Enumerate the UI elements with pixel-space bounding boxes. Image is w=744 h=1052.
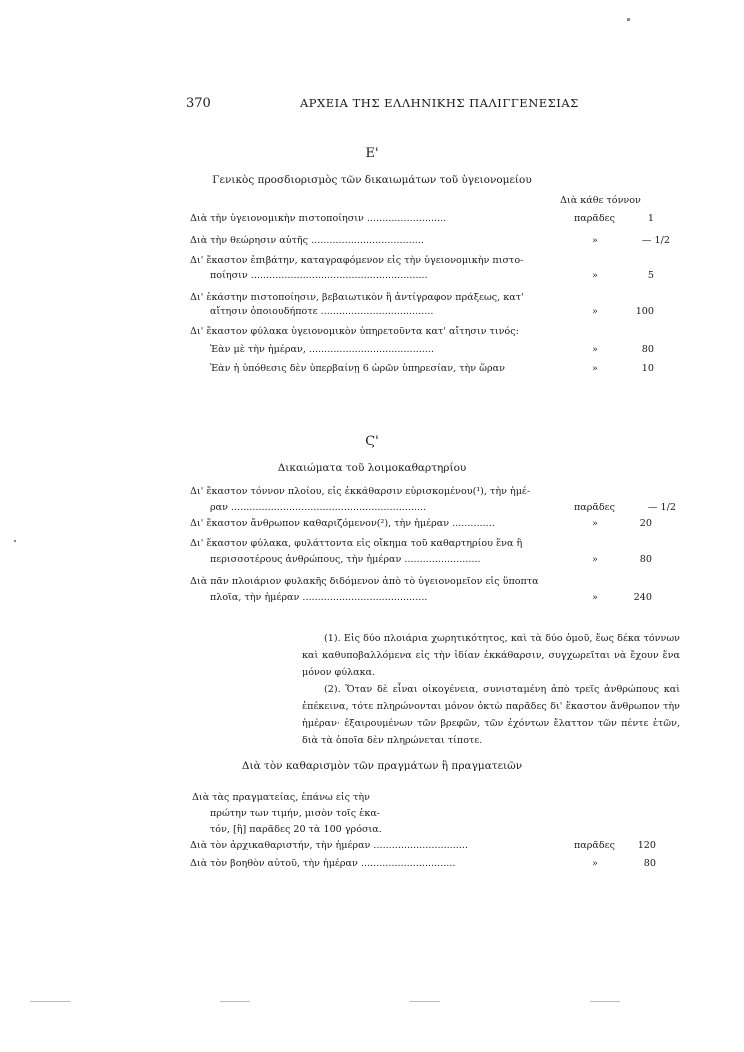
fee-unit: »: [592, 270, 598, 281]
fee-amount: 5: [647, 270, 654, 281]
scan-mark: [14, 540, 16, 542]
section-e-column-header: Διὰ κάθε τόννον: [560, 195, 641, 206]
fee-amount: 20: [639, 518, 652, 529]
fee-row: [190, 590, 670, 606]
fee-unit: »: [592, 235, 598, 246]
scan-edge: [590, 1001, 620, 1002]
fee-unit: παρᾶδες: [574, 502, 616, 513]
fee-text: περισσοτέρους ἀνθρώπους, τὴν ἡμέραν .........................: [210, 554, 481, 565]
running-head: ΑΡΧΕΙΑ ΤΗΣ ΕΛΛΗΝΙΚΗΣ ΠΑΛΙΓΓΕΝΕΣΙΑΣ: [300, 96, 579, 110]
fee-unit: »: [592, 592, 598, 603]
fee-unit: »: [592, 344, 598, 355]
fee-unit: »: [592, 306, 598, 317]
fee-row: [190, 838, 670, 854]
section-e-title: Γενικὸς προσδιορισμὸς τῶν δικαιωμάτων τοῦ ὑγειονομείου: [212, 174, 532, 186]
fee-text: Δι' ἕκαστον ἐπιβάτην, καταγραφόμενον εἰς τὴν ὑγειονομικὴν πιστο-: [190, 255, 524, 266]
fee-row: [190, 233, 670, 249]
fee-text: Ἐὰν ἡ ὑπόθεσις δὲν ὑπερβαίνῃ 6 ὡρῶν ὑπηρεσίαν, τὴν ὥραν: [210, 363, 505, 374]
fee-unit: »: [592, 554, 598, 565]
fee-row: [190, 268, 670, 284]
fee-text: Διὰ πᾶν πλοιάριον φυλακῆς διδόμενον ἀπὸ τὸ ὑγειονομεῖον εἰς ὕποπτα: [190, 576, 539, 587]
fee-text: Διὰ τὴν θεώρησιν αὐτῆς .....................................: [190, 235, 424, 246]
footnote-2: (2). Ὅταν δὲ εἶναι οἰκογένεια, συνισταμένη ἀπὸ τρεῖς ἀνθρώπους καὶ ἐπέκεινα, τότε πληρώνονται μόνον ὀκτὼ παρᾶδες δι' ἕκαστον ἄνθρωπον τὴν ἡμέραν· ἐξαιρουμένων τῶν βρεφῶν, τῶν ἐχόντων ἔλαττον τῶν πέντε ἐτῶν, διὰ τὰ ὁποῖα δὲν πληρώνεται τίποτε.: [302, 684, 680, 746]
fee-text: Δι' ἕκαστον ἄνθρωπον καθαριζόμενον(²), τὴν ἡμέραν ..............: [190, 518, 495, 529]
fee-text: ραν ................................................................: [210, 502, 427, 513]
section-e-heading: Ε': [365, 146, 379, 161]
fee-amount: 120: [637, 840, 656, 851]
fee-text: ποίησιν ..........................................................: [210, 270, 428, 281]
fee-amount: — 1/2: [641, 235, 670, 246]
fee-unit: »: [592, 858, 598, 869]
fee-unit: »: [592, 363, 598, 374]
scan-edge: [410, 1001, 440, 1002]
fee-row: [190, 324, 670, 340]
fee-text: Διὰ τὸν ἀρχικαθαριστήν, τὴν ἡμέραν ...............................: [190, 840, 468, 851]
footnotes: [302, 630, 680, 749]
fee-row: [190, 342, 670, 358]
fee-text: Δι' ἕκαστον φύλακα, φυλάττοντα εἰς οἴκημα τοῦ καθαρτηρίου ἕνα ἢ: [190, 538, 523, 549]
fee-row: [190, 253, 670, 269]
scan-edge: [30, 1001, 70, 1002]
fee-row: [190, 211, 670, 227]
fee-unit: »: [592, 518, 598, 529]
fee-row: [190, 856, 670, 872]
fee-row: [190, 574, 670, 590]
fee-amount: 10: [641, 363, 654, 374]
scan-edge: [220, 1001, 250, 1002]
page-number: 370: [186, 96, 211, 111]
fee-amount: 80: [641, 344, 654, 355]
fee-text: πλοῖα, τὴν ἡμέραν .........................................: [210, 592, 428, 603]
fee-text: Δι' ἑκάστην πιστοποίησιν, βεβαιωτικὸν ἢ ἀντίγραφον πράξεως, κατ': [190, 292, 524, 303]
fee-text: Δι' ἕκαστον τόννον πλοίου, εἰς ἐκκάθαρσιν εὑρισκομένου(¹), τὴν ἡμέ-: [190, 486, 531, 497]
goods-description: [192, 790, 432, 838]
fee-row: [190, 516, 670, 532]
section-s-title: Δικαιώματα τοῦ λοιμοκαθαρτηρίου: [277, 462, 467, 474]
fee-unit: παρᾶδες: [574, 213, 616, 224]
footnote-1: (1). Εἰς δύο πλοιάρια χωρητικότητος, καὶ τὰ δύο ὁμοῦ, ἕως δέκα τόννων καὶ καθυποβαλλόμενα εἰς τὴν ἰδίαν ἐκκάθαρσιν, συγχωρεῖται νὰ ἔχουν ἕνα μόνον φύλακα.: [302, 633, 680, 678]
fee-row: [190, 304, 670, 320]
goods-line: τόν, [ἢ] παρᾶδες 20 τὰ 100 γρόσια.: [210, 824, 382, 835]
section-s-heading: Ϛ': [365, 434, 379, 449]
fee-row: [190, 552, 670, 568]
fee-text: Διὰ τὴν ὑγειονομικὴν πιστοποίησιν ..........................: [190, 213, 447, 224]
fee-amount: 80: [639, 554, 652, 565]
fee-amount: — 1/2: [647, 502, 676, 513]
goods-line: πρώτην των τιμήν, μισὸν τοῖς ἑκα-: [210, 808, 381, 819]
fee-amount: 1: [647, 213, 654, 224]
section-goods-title: Διὰ τὸν καθαρισμὸν τῶν πραγμάτων ἢ πραγματειῶν: [241, 760, 523, 772]
fee-row: [190, 484, 670, 500]
goods-line: Διὰ τὰς πραγματείας, ἐπάνω εἰς τὴν: [192, 792, 370, 803]
fee-text: Διὰ τὸν βοηθὸν αὐτοῦ, τὴν ἡμέραν ...............................: [190, 858, 456, 869]
fee-amount: 100: [635, 306, 654, 317]
fee-text: Ἐὰν μὲ τὴν ἡμέραν, .........................................: [210, 344, 434, 355]
scan-mark: [627, 18, 630, 21]
fee-text: αἴτησιν ὁποιουδήποτε .....................................: [210, 306, 434, 317]
fee-text: Δι' ἕκαστον φύλακα ὑγειονομικὸν ὑπηρετοῦντα κατ' αἴτησιν τινός:: [190, 326, 519, 337]
fee-amount: 80: [643, 858, 656, 869]
fee-row: [190, 361, 670, 377]
fee-row: [190, 500, 676, 516]
fee-unit: παρᾶδες: [574, 840, 616, 851]
fee-amount: 240: [633, 592, 652, 603]
fee-row: [190, 536, 670, 552]
